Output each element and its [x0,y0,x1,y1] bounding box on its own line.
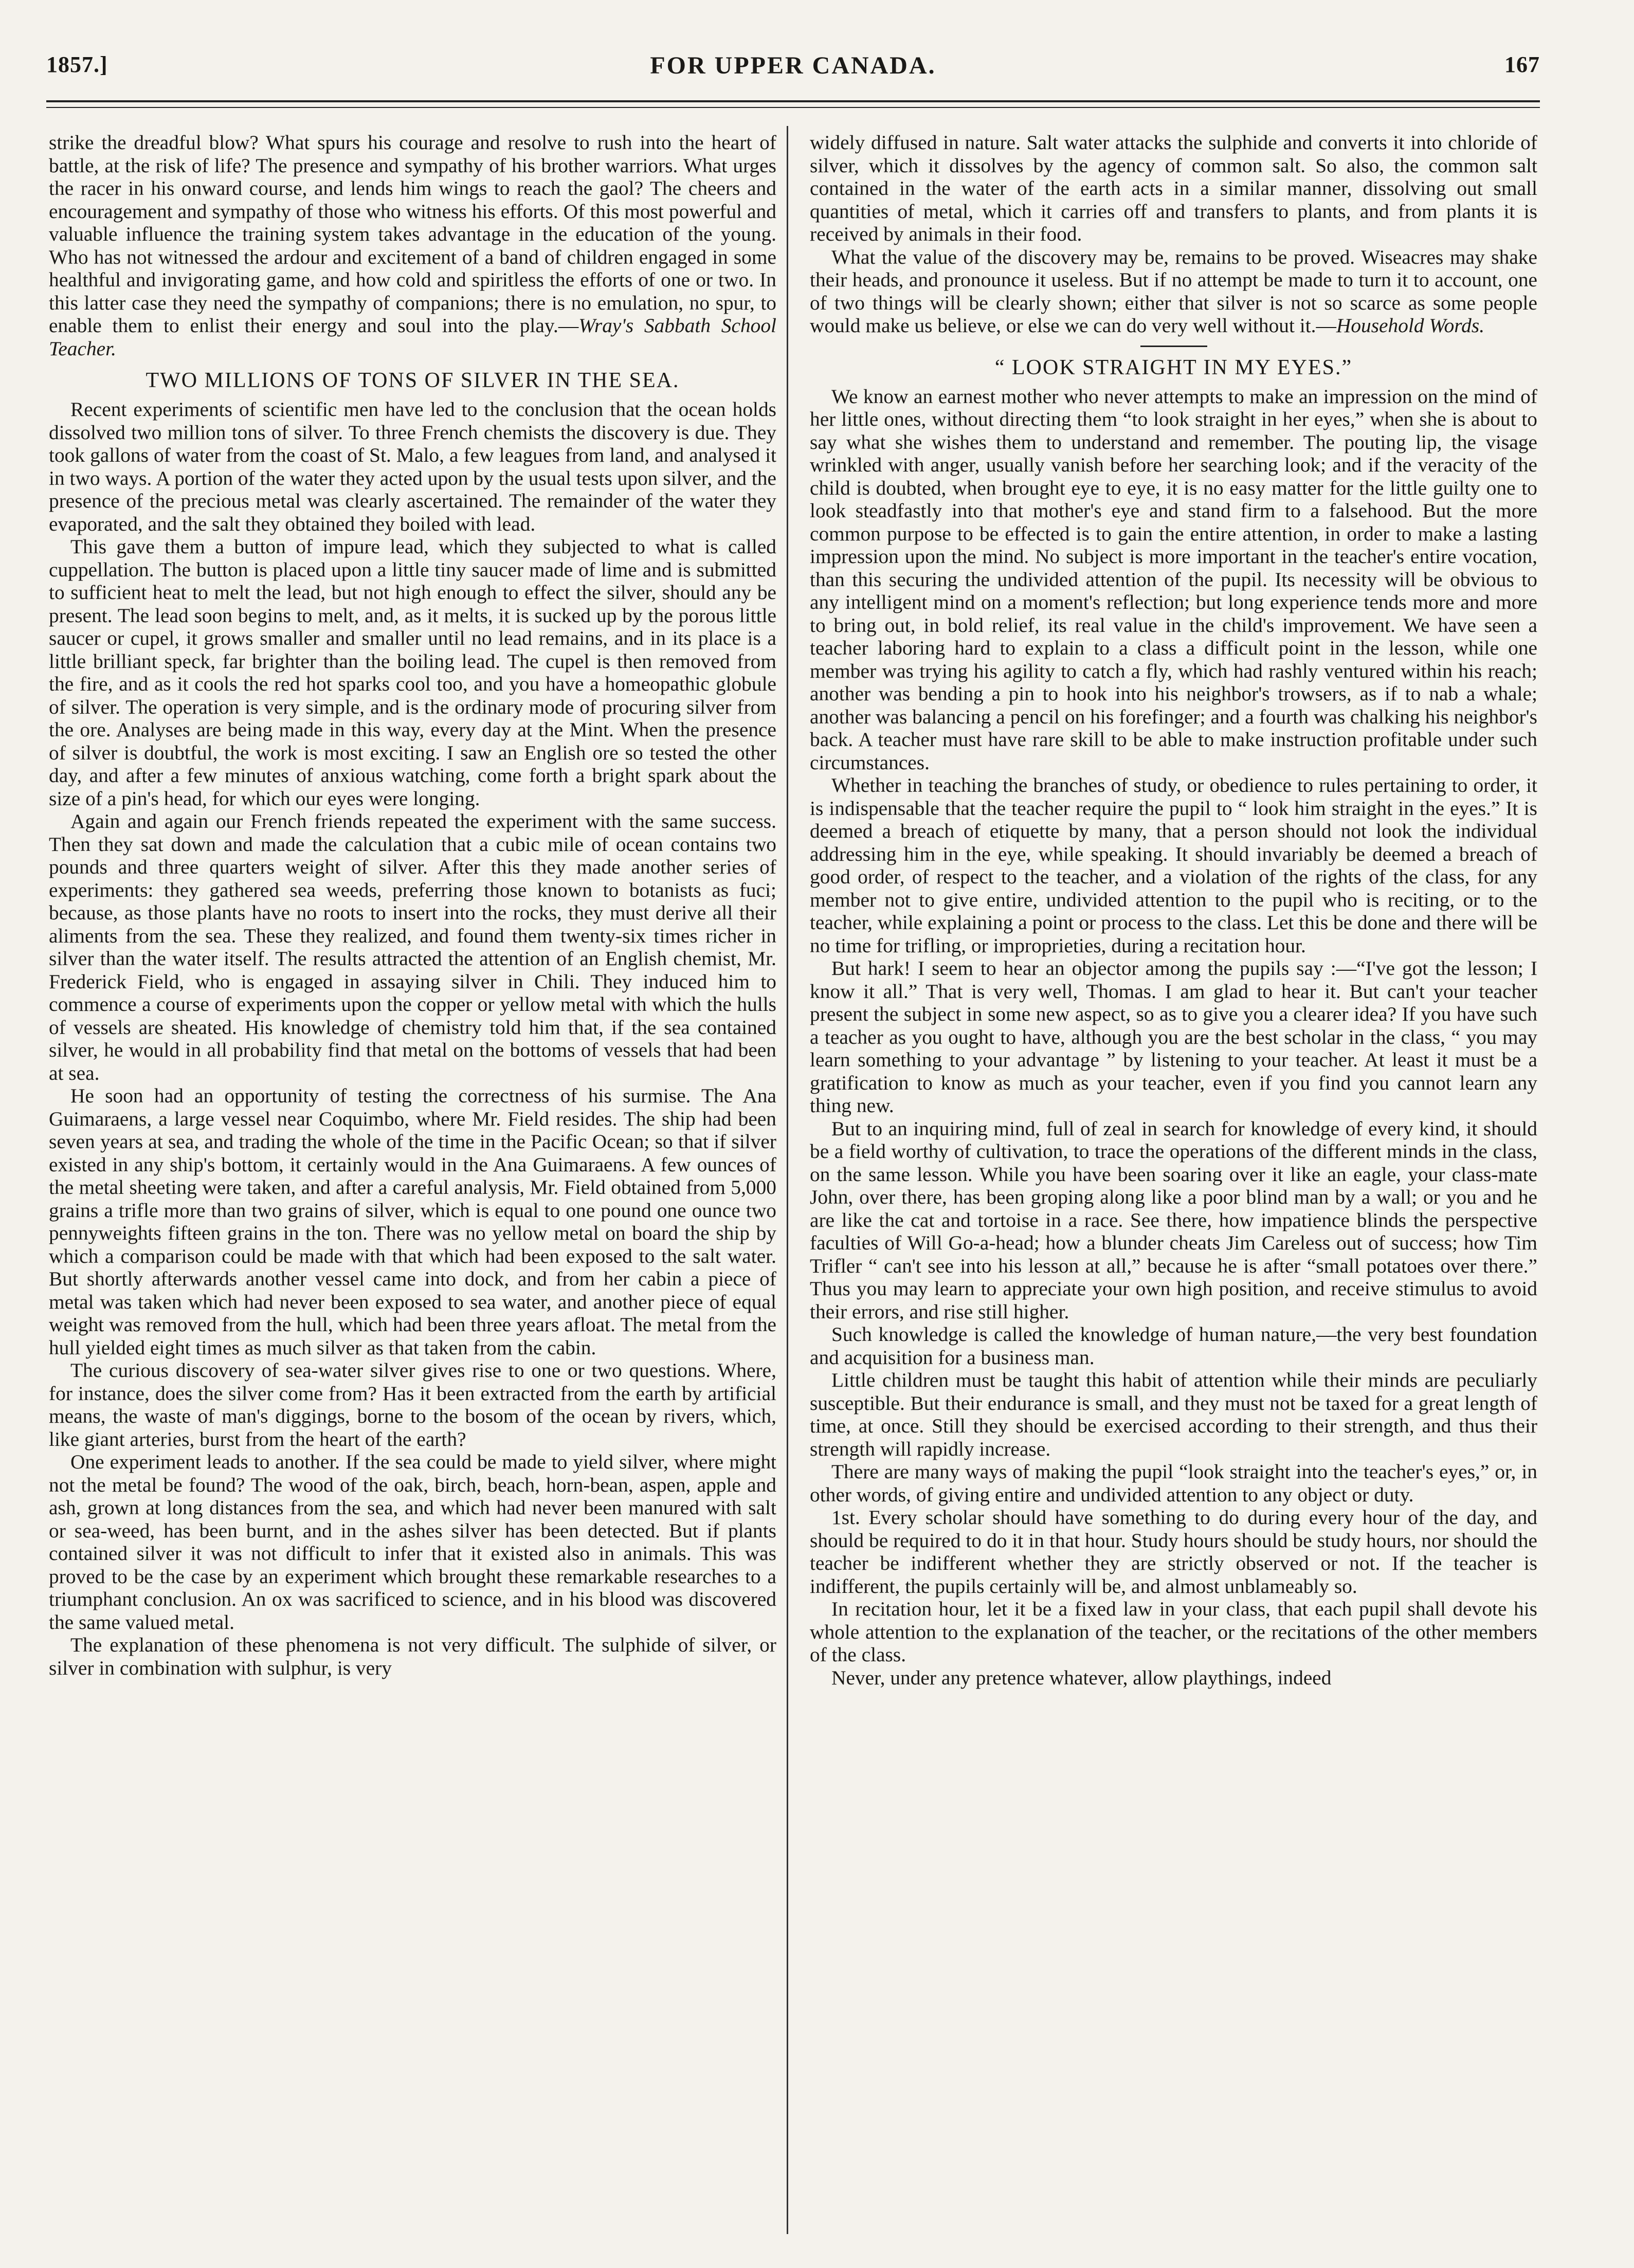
article-paragraph: The explanation of these phenomena is not very difficult. The sulphide of silver, or silver in combination with sulphur, is very [49,1634,776,1679]
article-paragraph: We know an earnest mother who never attempts to make an impression on the mind of her little ones, without directing them “to look straight in her eyes,” when she is about to say what she wishes them to understand and remember. The pouting lip, the visage wrinkled with anger, usually vanish before her searching look; and if the veracity of the child is doubted, when brought eye to eye, it is no easy matter for the little guilty one to look steadfastly into that mother's eye and stand firm to a falsehood. But the more common purpose to be effected is to gain the entire attention, in order to make a lasting impression upon the mind. No subject is more important in the teacher's entire vocation, than this securing the undivided attention of the pupil. Its necessity will be obvious to any intelligent mind on a moment's reflection; but long experience tends more and more to bring out, in bold relief, its real value in the child's improvement. We have seen a teacher laboring hard to explain to a class a difficult point in the lesson, while one member was trying his agility to catch a fly, which had rashly ventured within his reach; another was bending a pin to hook into his neighbor's trowsers, as if to nab a whale; another was balancing a pencil on his forefinger; and a fourth was chalking his neighbor's back. A teacher must have rare skill to be able to make instruction profitable under such circumstances. [810,385,1537,774]
article-title: “ LOOK STRAIGHT IN MY EYES.” [994,355,1353,379]
article-paragraph: There are many ways of making the pupil “look straight into the teacher's eyes,” or, in other words, of giving entire and undivided attention to any object or duty. [810,1460,1537,1506]
page-header [46,46,1540,87]
article-paragraph: In recitation hour, let it be a fixed law in your class, that each pupil shall devote his whole attention to the explanation of the teacher, or the recitations of the other members of the class. [810,1598,1537,1666]
article-paragraph: Recent experiments of scientific men have led to the conclusion that the ocean holds dissolved two million tons of silver. To three French chemists the discovery is due. They took gallons of water from the coast of St. Malo, a few leagues from land, and analysed it in two ways. A portion of the water they acted upon by the usual tests upon silver, and the presence of the precious metal was clearly ascertained. The remainder of the water they evaporated, and the salt they obtained they boiled with lead. [49,398,776,535]
citation: Wray's Sabbath School Teacher. [49,314,776,360]
article-paragraph: He soon had an opportunity of testing the correctness of his surmise. The Ana Guimaraens, a large vessel near Coquimbo, where Mr. Field resides. The ship had been seven years at sea, and trading the whole of the time in the Pacific Ocean; so that if silver existed in any ship's bottom, it certainly would in the Ana Guimaraens. A few ounces of the metal sheeting were taken, and after a careful analysis, Mr. Field obtained from 5,000 grains a trifle more than two grains of silver, which is equal to one pound one ounce two pennyweights fifteen grains in the ton. There was no yellow metal on board the ship by which a comparison could be made with that which had been exposed to the salt water. But shortly afterwards another vessel came into dock, and from her cabin a piece of metal was taken which had never been exposed to sea water, and another piece of equal weight was removed from the hull, which had been three years afloat. The metal from the hull yielded eight times as much silver as that taken from the cabin. [49,1084,776,1359]
closing-paragraph: What the value of the discovery may be, remains to be proved. Wiseacres may shake their heads, and pronounce it useless. But if no attempt be made to turn it to account, one of two things will be clearly shown; either that silver is not so scarce as some people would make us believe, or else we can do very well without it.—Household Words. [810,245,1537,337]
citation: Household Words. [1336,314,1485,337]
article-paragraph: Never, under any pretence whatever, allow playthings, indeed [831,1666,1332,1689]
header-page-number: 167 [1504,52,1540,77]
article-paragraph: 1st. Every scholar should have something to do during every hour of the day, and should be required to do it in that hour. Study hours should be study hours, nor should the teacher be indifferent whether they are strictly observed or not. If the teacher is indifferent, the pupils certainly will be, and almost unblameably so. [810,1506,1537,1598]
header-title: FOR UPPER CANADA. [650,52,936,79]
article-paragraph: Such knowledge is called the knowledge of human nature,—the very best foundation and acquisition for a business man. [810,1323,1537,1369]
column-divider [787,126,788,2234]
header-rule-thin [46,107,1540,108]
left-column [49,131,776,2249]
continued-paragraph: widely diffused in nature. Salt water attacks the sulphide and converts it into chloride of silver, which it dissolves by the agency of common salt. So also, the common salt contained in the water of the earth acts in a similar manner, dissolving out small quantities of metal, which it carries off and transfers to plants, and from plants it is received by animals in their food. [810,131,1537,245]
header-rule-thick [46,100,1540,102]
article-paragraph: Again and again our French friends repeated the experiment with the same success. Then they sat down and made the calculation that a cubic mile of ocean contains two pounds and three quarters weight of silver. After this they made another series of experiments: they gathered sea weeds, preferring those known to botanists as fuci; because, as those plants have no roots to insert into the rocks, they must derive all their aliments from the sea. These they realized, and found them twenty-six times richer in silver than the water itself. The results attracted the attention of an English chemist, Mr. Frederick Field, who is engaged in assaying silver in Chili. They induced him to commence a course of experiments upon the copper or yellow metal with which the hulls of vessels are sheated. His knowledge of chemistry told him that, if the sea contained silver, he would in all probability find that metal on the bottoms of vessels that had been at sea. [49,810,776,1084]
article-paragraph: Little children must be taught this habit of attention while their minds are peculiarly susceptible. But their endurance is small, and they must not be taxed for a great length of time, at once. Still they should be exercised according to their strength, and thus their strength will rapidly increase. [810,1369,1537,1460]
article-title: TWO MILLIONS OF TONS OF SILVER IN THE SEA. [146,369,680,392]
section-divider [1140,346,1207,347]
article-paragraph: The curious discovery of sea-water silver gives rise to one or two questions. Where, for instance, does the silver come from? Has it been extracted from the earth by artificial means, the waste of man's diggings, borne to the bosom of the ocean by rivers, which, like giant arteries, burst from the heart of the earth? [49,1359,776,1450]
article-paragraph: This gave them a button of impure lead, which they subjected to what is called cuppellation. The button is placed upon a little tiny saucer made of lime and is submitted to sufficient heat to melt the lead, but not high enough to effect the silver, should any be present. The lead soon begins to melt, and, as it melts, it is sucked up by the porous little saucer or cupel, it grows smaller and smaller until no lead remains, and in its place is a little brilliant speck, far brighter than the boiling lead. The cupel is then removed from the fire, and as it cools the red hot sparks cool too, and you have a homeopathic globule of silver. The operation is very simple, and is the ordinary mode of procuring silver from the ore. Analyses are being made in this way, every day at the Mint. When the presence of silver is doubtful, the work is most exciting. I saw an English ore so tested the other day, and after a few minutes of anxious watching, come forth a bright spark about the size of a pin's head, for which our eyes were longing. [49,535,776,810]
continued-paragraph: strike the dreadful blow? What spurs his courage and resolve to rush into the heart of battle, at the risk of life? The presence and sympathy of his brother warriors. What urges the racer in his onward course, and lends him wings to reach the gaol? The cheers and encouragement and sympathy of those who witness his efforts. Of this most powerful and valuable influence the training system takes advantage in the education of the young. Who has not witnessed the ardour and excitement of a band of children engaged in some healthful and invigorating game, and how cold and spiritless the efforts of one or two. In this latter case they need the sympathy of companions; there is no emulation, no spur, to enable them to enlist their energy and soul into the play.—Wray's Sabbath School Teacher. [49,131,776,360]
right-column [810,131,1537,2249]
article-paragraph: But hark! I seem to hear an objector among the pupils say :—“I've got the lesson; I know it all.” That is very well, Thomas. I am glad to hear it. But can't your teacher present the subject in some new aspect, so as to give you a clearer idea? If you have such a teacher as you ought to have, although you are the best scholar in the class, “ you may learn something to your advantage ” by listening to your teacher. At least it must be a gratification to know as much as your teacher, even if you find you cannot learn any thing new. [810,957,1537,1117]
article-paragraph: Whether in teaching the branches of study, or obedience to rules pertaining to order, it is indispensable that the teacher require the pupil to “ look him straight in the eyes.” It is deemed a breach of etiquette by many, that a person should not look the individual addressing him in the eye, while speaking. It should invariably be deemed a breach of good order, of respect to the teacher, and a violation of the rights of the class, for any member not to give entire, undivided attention to the pupil who is reciting, or to the teacher, while explaining a point or process to the class. Let this be done and there will be no time for trifling, or improprieties, during a recitation hour. [810,774,1537,957]
article-paragraph: But to an inquiring mind, full of zeal in search for knowledge of every kind, it should be a field worthy of cultivation, to trace the operations of the different minds in the class, on the same lesson. While you have been soaring over it like an eagle, your class-mate John, over there, has been groping along like a poor blind man by a wall; or you and he are like the cat and tortoise in a race. See there, how impatience blinds the perspective faculties of Will Go-a-head; how a blunder cheats Jim Careless out of success; how Tim Trifler “ can't see into his lesson at all,” because he is after “small potatoes over there.” Thus you may learn to appreciate your own high position, and receive stimulus to avoid their errors, and rise still higher. [810,1117,1537,1323]
article-paragraph: One experiment leads to another. If the sea could be made to yield silver, where might not the metal be found? The wood of the oak, birch, beach, horn-bean, aspen, apple and ash, grown at long distances from the sea, and which had never been manured with salt or sea-weed, has been burnt, and in the ashes silver has been detected. But if plants contained silver it was not difficult to infer that it existed also in animals. This was proved to be the case by an experiment which brought these remarkable researches to a triumphant conclusion. An ox was sacrificed to science, and in his blood was discovered the same valued metal. [49,1450,776,1634]
header-year: 1857.] [46,52,108,77]
